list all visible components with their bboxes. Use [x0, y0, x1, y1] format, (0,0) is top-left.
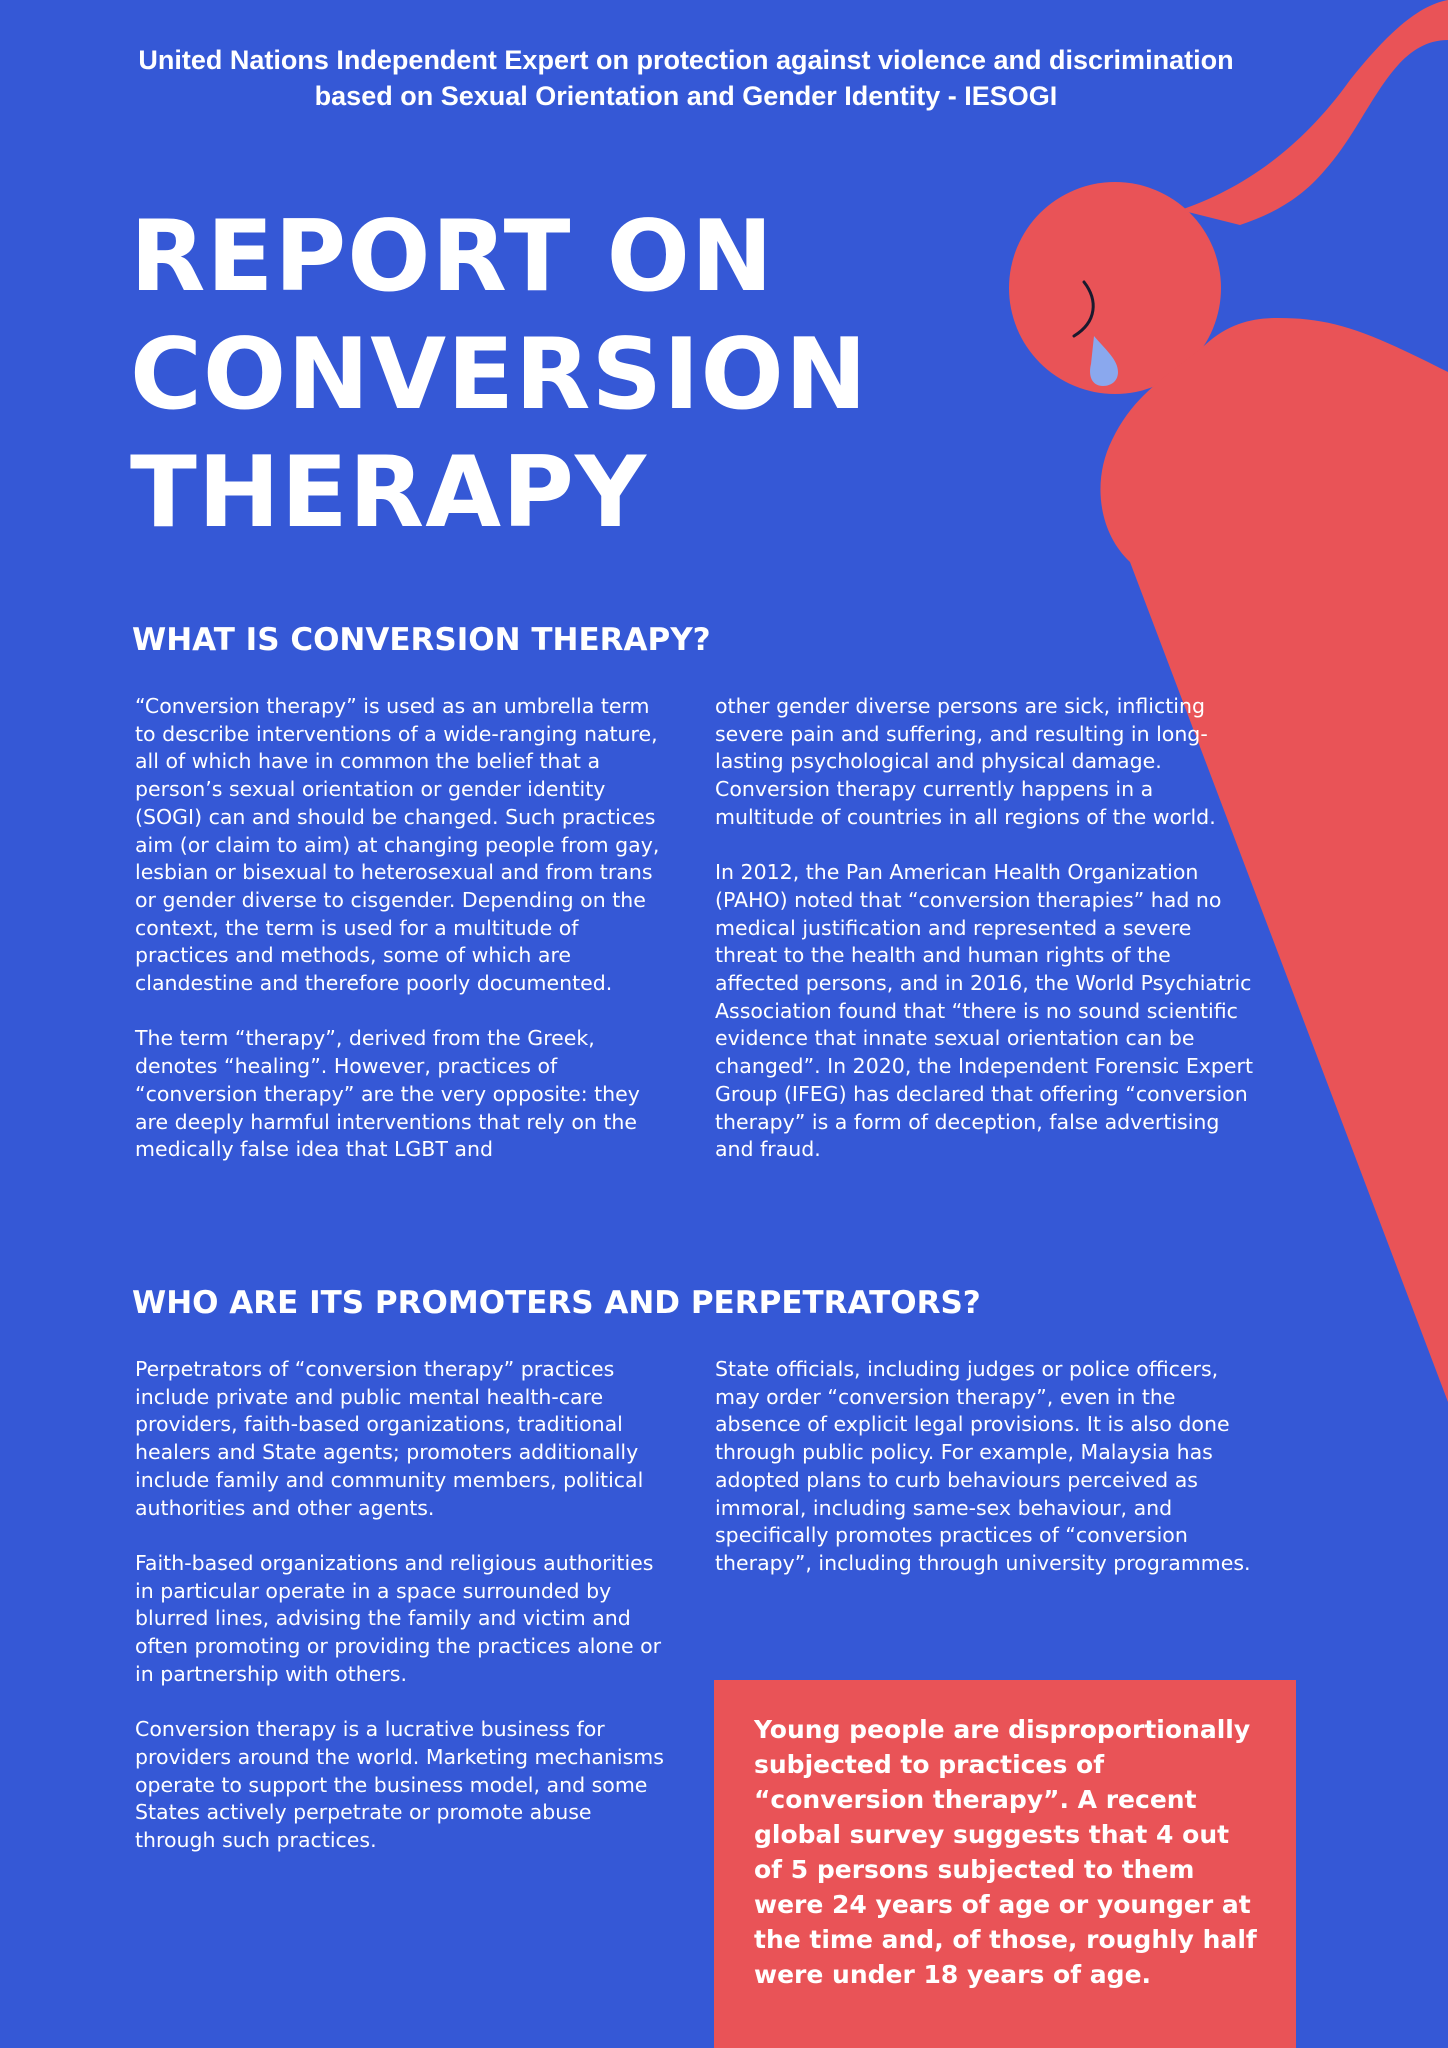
organization-header	[0, 42, 1372, 114]
section1-left-column	[135, 693, 675, 1164]
report-title	[130, 198, 868, 552]
paragraph: In 2012, the Pan American Health Organization (PAHO) noted that “conversion therapies” had no medical justification and represented a severe threat to the health and human rights of the affected persons, and in 2016, the World Psychiatric Association found that “there is no sound scientific evidence that innate sexual orientation can be changed”. In 2020, the Independent Forensic Expert Group (IFEG) has declared that offering “conversion therapy” is a form of deception, false advertising and fraud.	[715, 860, 1254, 1162]
paragraph: The term “therapy”, derived from the Greek, denotes “healing”. However, practices of “conversion therapy” are the very opposite: they are deeply harmful interventions that rely on the medically false idea that LGBT and	[135, 1026, 640, 1162]
paragraph: “Conversion therapy” is used as an umbrella term to describe interventions of a wide-ranging nature, all of which have in common the belief that a person’s sexual orientation or gender identity (SOGI) can and should be changed. Such practices aim (or claim to aim) at changing people from gay, lesbian or bisexual to heterosexual and from trans or gender diverse to cisgender. Depending on the context, the term is used for a multitude of practices and methods, some of which are clandestine and therefore poorly documented.	[135, 694, 660, 996]
paragraph: State officials, including judges or police officers, may order “conversion therapy”, even in the absence of explicit legal provisions. It is also done through public policy. For example, Malaysia has adopted plans to curb behaviours perceived as immoral, including same-sex behaviour, and specifically promotes practices of “conversion therapy”, including through university programmes.	[715, 1357, 1251, 1575]
section2-left-column	[135, 1356, 675, 1855]
title-line-2: CONVERSION	[130, 318, 868, 432]
youth-statistic-callout	[714, 1680, 1296, 2048]
title-line-1: REPORT ON	[130, 200, 774, 314]
section2-right-column	[715, 1356, 1255, 1578]
paragraph: Conversion therapy is a lucrative business for providers around the world. Marketing mechanisms operate to support the business model, and some States actively perpetrate or promote abuse through such practices.	[135, 1717, 664, 1852]
header-line-2: based on Sexual Orientation and Gender Identity - IESOGI	[314, 81, 1058, 111]
title-line-3: THERAPY	[130, 436, 647, 550]
section-heading-what-is: WHAT IS CONVERSION THERAPY?	[132, 622, 711, 658]
callout-text: Young people are disproportionally subjected to practices of “conversion therapy”. A recent global survey suggests that 4 out of 5 persons subjected to them were 24 years of age or younger at the time and, of those, roughly half were under 18 years of age.	[754, 1715, 1257, 1989]
section-heading-promoters: WHO ARE ITS PROMOTERS AND PERPETRATORS?	[132, 1285, 981, 1321]
section1-right-column	[715, 693, 1255, 1164]
paragraph: other gender diverse persons are sick, inflicting severe pain and suffering, and resulting in long-lasting psychological and physical damage. Conversion therapy currently happens in a multitude of countries in all regions of the world.	[715, 694, 1216, 829]
paragraph: Faith-based organizations and religious authorities in particular operate in a space surrounded by blurred lines, advising the family and victim and often promoting or providing the practices alone or in partnership with others.	[135, 1550, 662, 1686]
header-line-1: United Nations Independent Expert on protection against violence and discrimination	[138, 45, 1234, 75]
paragraph: Perpetrators of “conversion therapy” practices include private and public mental health-care providers, faith-based organizations, traditional healers and State agents; promoters additionally include family and community members, political authorities and other agents.	[135, 1357, 644, 1520]
